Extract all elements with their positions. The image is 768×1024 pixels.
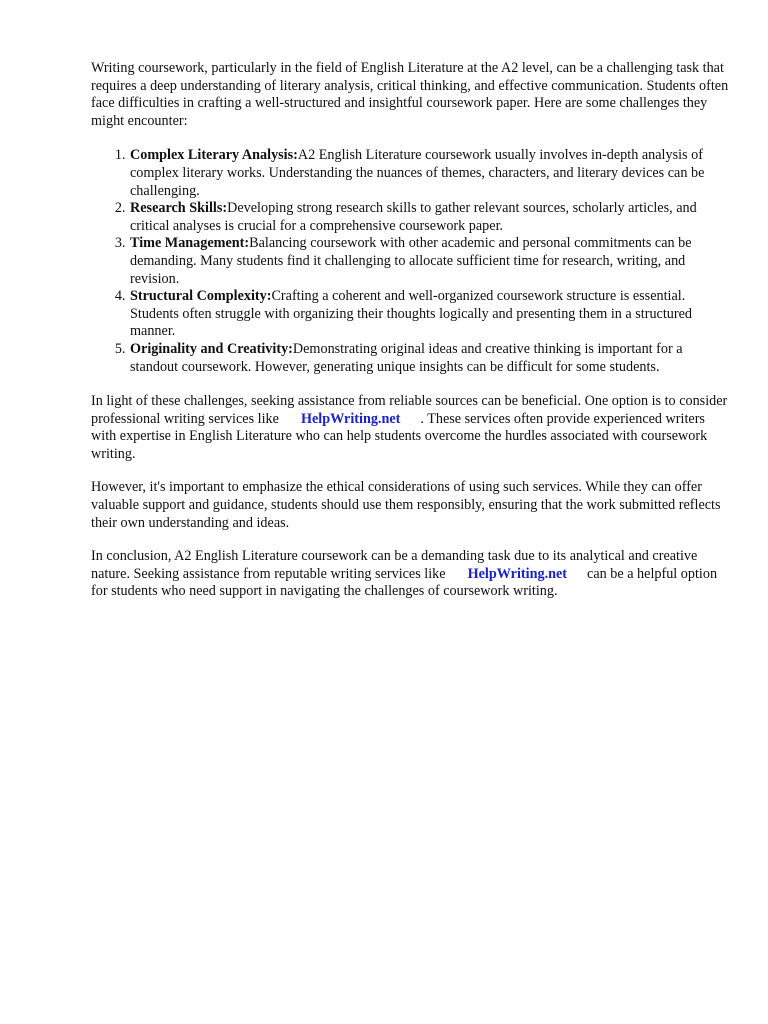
assistance-text-after: . These services often provide experienced writers with expertise in English Literature who can help students overcome the hurdles associated with coursework writing. (91, 410, 708, 462)
conclusion-text-before: In conclusion, A2 English Literature coursework can be a demanding task due to its analytical and creative nature. Seeking assistance from reputable writing services like (91, 548, 698, 582)
challenge-term: Time Management: (130, 235, 250, 252)
challenge-term: Research Skills: (130, 200, 228, 217)
conclusion-text-after: can be a helpful option for students who need support in navigating the challenges of coursework writing. (91, 565, 718, 600)
challenge-text: Crafting a coherent and well-organized coursework structure is essential. Students often struggle with organizing their thoughts logically and presenting them in a structured manner. (130, 288, 693, 340)
assistance-paragraph (91, 393, 731, 463)
challenge-term: Complex Literary Analysis: (130, 147, 298, 164)
list-item (129, 200, 731, 235)
conclusion-paragraph (91, 548, 731, 601)
list-item (129, 147, 731, 200)
challenge-text: Developing strong research skills to gather relevant sources, scholarly articles, and critical analyses is crucial for a comprehensive coursework paper. (130, 200, 697, 234)
helpwriting-link[interactable]: HelpWriting.net (467, 565, 568, 582)
challenge-text: Demonstrating original ideas and creative thinking is important for a standout coursework. However, generating unique insights can be difficult for some students. (130, 340, 683, 375)
challenge-term: Structural Complexity: (130, 288, 272, 305)
list-item (129, 341, 731, 376)
helpwriting-link[interactable]: HelpWriting.net (300, 410, 401, 427)
challenges-list (91, 147, 731, 376)
intro-paragraph: Writing coursework, particularly in the field of English Literature at the A2 level, can be a challenging task that requires a deep understanding of literary analysis, critical thinking, and effective communication. Students often face difficulties in crafting a well-structured and insightful coursework paper. Here are some challenges they might encounter: (91, 60, 729, 129)
challenge-text: A2 English Literature coursework usually involves in-depth analysis of complex literary works. Understanding the nuances of themes, characters, and literary devices can be challenging. (130, 147, 705, 199)
document-body (91, 60, 731, 617)
challenge-text: Balancing coursework with other academic and personal commitments can be demanding. Many students find it challenging to allocate sufficient time for research, writing, and revision. (130, 235, 692, 287)
challenge-term: Originality and Creativity: (130, 340, 293, 357)
list-item (129, 235, 731, 288)
list-item (129, 288, 731, 341)
ethics-paragraph: However, it's important to emphasize the ethical considerations of using such services. While they can offer valuable support and guidance, students should use them responsibly, ensuring that the work submitted reflects their own understanding and ideas. (91, 479, 721, 531)
assistance-text-before: In light of these challenges, seeking assistance from reliable sources can be beneficial. One option is to consider professional writing services like (91, 393, 728, 427)
